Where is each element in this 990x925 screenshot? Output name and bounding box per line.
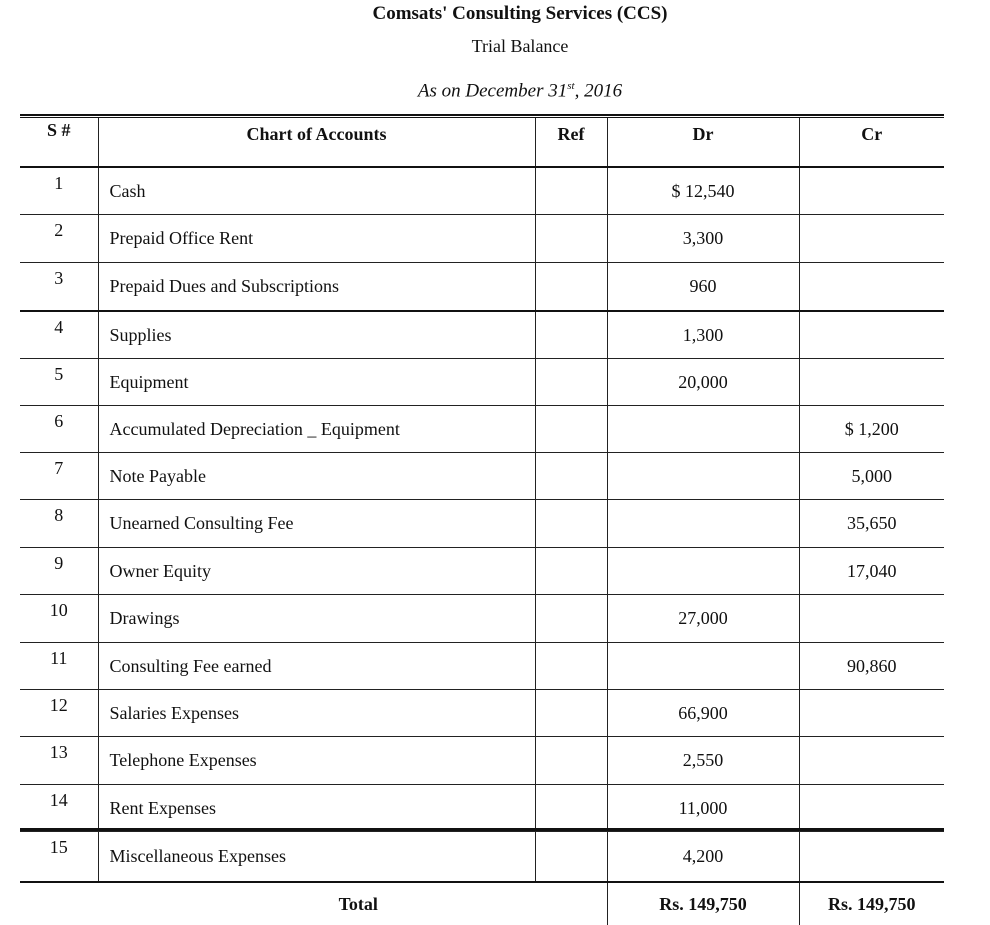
bottom-rule [20, 828, 944, 831]
row-sno: 14 [20, 785, 98, 832]
row-account: Rent Expenses [98, 785, 535, 832]
row-account: Prepaid Dues and Subscriptions [98, 263, 535, 312]
row-dr: 1,300 [607, 311, 799, 359]
row-cr: 35,650 [799, 500, 944, 548]
row-cr [799, 311, 944, 359]
row-ref [535, 453, 607, 500]
table-row [20, 548, 944, 595]
statement-title: Trial Balance [471, 36, 569, 56]
row-account: Cash [98, 167, 535, 215]
row-ref [535, 359, 607, 406]
row-account: Supplies [98, 311, 535, 359]
row-cr: 90,860 [799, 643, 944, 690]
total-row [20, 882, 944, 925]
date-suffix: , 2016 [574, 80, 623, 102]
header-sno: S # [20, 118, 98, 167]
row-ref [535, 785, 607, 832]
row-cr [799, 737, 944, 785]
row-dr [607, 500, 799, 548]
row-ref [535, 737, 607, 785]
row-dr: $ 12,540 [607, 167, 799, 215]
row-dr: 3,300 [607, 215, 799, 263]
row-account: Accumulated Depreciation _ Equipment [98, 406, 535, 453]
table-row [20, 311, 944, 359]
row-cr [799, 832, 944, 883]
table-row [20, 453, 944, 500]
table-row [20, 832, 944, 883]
trial-balance-table [20, 118, 944, 925]
row-cr [799, 359, 944, 406]
table-row [20, 690, 944, 737]
row-account: Consulting Fee earned [98, 643, 535, 690]
row-cr [799, 167, 944, 215]
table-row [20, 500, 944, 548]
table-row [20, 359, 944, 406]
row-ref [535, 595, 607, 643]
row-sno: 2 [20, 215, 98, 263]
row-sno: 5 [20, 359, 98, 406]
header-account: Chart of Accounts [98, 118, 535, 167]
statement-date [0, 80, 990, 102]
row-sno: 11 [20, 643, 98, 690]
row-sno: 12 [20, 690, 98, 737]
row-sno: 7 [20, 453, 98, 500]
row-sno: 10 [20, 595, 98, 643]
row-cr [799, 595, 944, 643]
row-ref [535, 548, 607, 595]
total-cr: Rs. 149,750 [827, 893, 916, 914]
row-dr: 20,000 [607, 359, 799, 406]
total-dr: Rs. 149,750 [607, 882, 799, 925]
row-dr: 4,200 [607, 832, 799, 883]
row-dr [607, 548, 799, 595]
row-account: Owner Equity [98, 548, 535, 595]
total-label: Total [20, 882, 607, 925]
date-ordinal: st [567, 80, 575, 92]
row-sno: 15 [20, 832, 98, 883]
top-rule [20, 114, 944, 116]
row-cr [799, 215, 944, 263]
table-row [20, 406, 944, 453]
row-account: Prepaid Office Rent [98, 215, 535, 263]
row-dr: 66,900 [607, 690, 799, 737]
row-cr: 5,000 [799, 453, 944, 500]
row-sno: 9 [20, 548, 98, 595]
row-sno: 1 [20, 167, 98, 215]
row-dr [607, 643, 799, 690]
row-ref [535, 263, 607, 312]
row-dr: 27,000 [607, 595, 799, 643]
table-row [20, 167, 944, 215]
table-row [20, 215, 944, 263]
row-sno: 3 [20, 263, 98, 312]
row-ref [535, 643, 607, 690]
row-account: Note Payable [98, 453, 535, 500]
row-ref [535, 167, 607, 215]
table-header-row [20, 118, 944, 167]
row-cr [799, 785, 944, 832]
row-sno: 4 [20, 311, 98, 359]
row-cr: 17,040 [799, 548, 944, 595]
row-dr: 960 [607, 263, 799, 312]
row-account: Equipment [98, 359, 535, 406]
row-sno: 6 [20, 406, 98, 453]
header-cr: Cr [799, 118, 944, 167]
row-sno: 13 [20, 737, 98, 785]
row-account: Salaries Expenses [98, 690, 535, 737]
row-sno: 8 [20, 500, 98, 548]
row-account: Telephone Expenses [98, 737, 535, 785]
row-account: Unearned Consulting Fee [98, 500, 535, 548]
header-dr: Dr [607, 118, 799, 167]
row-dr [607, 453, 799, 500]
table-row [20, 595, 944, 643]
header-ref: Ref [535, 118, 607, 167]
row-cr [799, 263, 944, 312]
row-account: Miscellaneous Expenses [98, 832, 535, 883]
row-ref [535, 215, 607, 263]
table-row [20, 643, 944, 690]
row-ref [535, 500, 607, 548]
row-cr: $ 1,200 [799, 406, 944, 453]
row-ref [535, 690, 607, 737]
date-prefix: As on December 31 [417, 80, 568, 102]
table-row [20, 263, 944, 312]
row-ref [535, 832, 607, 883]
row-cr [799, 690, 944, 737]
row-ref [535, 406, 607, 453]
row-dr: 11,000 [607, 785, 799, 832]
row-account: Drawings [98, 595, 535, 643]
row-ref [535, 311, 607, 359]
table-row [20, 737, 944, 785]
row-dr: 2,550 [607, 737, 799, 785]
table-row [20, 785, 944, 832]
row-dr [607, 406, 799, 453]
company-title: Comsats' Consulting Services (CCS) [372, 3, 668, 24]
